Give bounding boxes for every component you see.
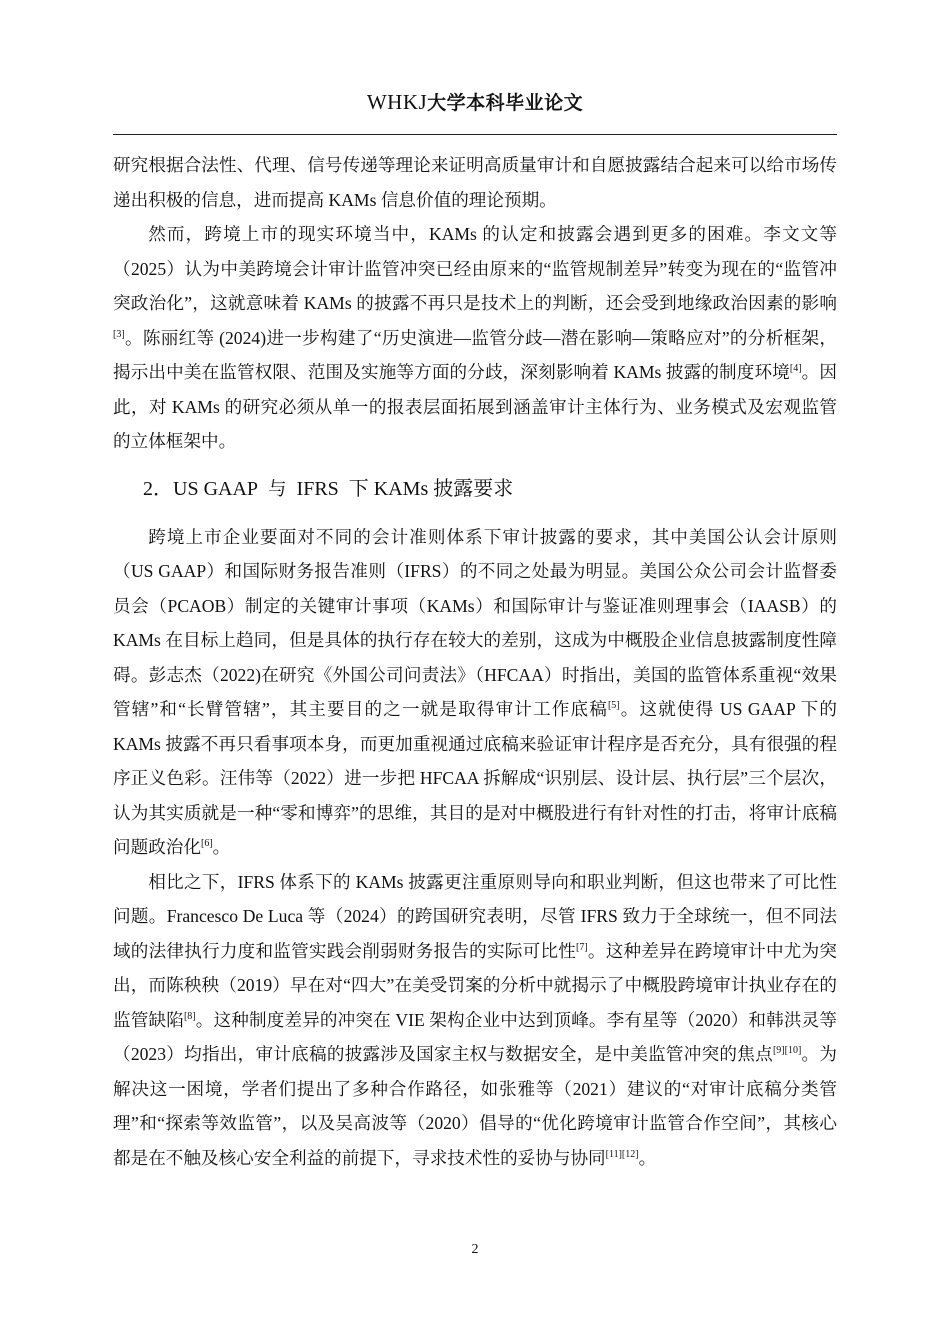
paragraph-text: 。为解决这一困境，学者们提出了多种合作路径，如张雅等（2021）建议的“对审计底稿分类管理”和“探索等效监管”，以及吴高波等（2020）倡导的“优化跨境审计监管合作空间”，其核心都是在不触及核心安全利益的前提下，寻求技术性的妥协与协同 [113, 1044, 837, 1168]
section-heading-middle: IFRS [296, 477, 339, 500]
paragraph-text: 。因此，对 KAMs 的研究必须从单一的报表层面拓展到涵盖审计主体行为、业务模式及宏观监管的立体框架中。 [113, 362, 837, 451]
citation-marker: [7] [576, 941, 588, 953]
header-title: 大学本科毕业论文 [427, 92, 584, 114]
page-number: 2 [471, 1242, 479, 1257]
body-text [113, 148, 837, 1175]
citation-marker: [3] [113, 328, 125, 340]
paragraph [113, 865, 837, 1176]
paragraph-text: 。陈丽红等 (2024)进一步构建了“历史演进—监管分歧—潜在影响—策略应对”的分析框架，揭示出中美在监管权限、范围及实施等方面的分歧，深刻影响着 KAMs 披露的制度环境 [113, 327, 837, 382]
header-prefix: WHKJ [366, 90, 428, 114]
paragraph-text: 。这种制度差异的冲突在 VIE 架构企业中达到顶峰。李有星等（2020）和韩洪灵等（2023）均指出，审计底稿的披露涉及国家主权与数据安全，是中美监管冲突的焦点 [113, 1009, 837, 1064]
paragraph [113, 217, 837, 459]
paragraph-text: 研究根据合法性、代理、信号传递等理论来证明高质量审计和自愿披露结合起来可以给市场传递出积极的信息，进而提高 KAMs 信息价值的理论预期。 [113, 155, 837, 210]
citation-marker: [9][10] [772, 1045, 802, 1056]
section-heading-suffix: 下 KAMs 披露要求 [348, 477, 514, 500]
paragraph-text: 。 [212, 837, 231, 857]
header-rule [113, 134, 837, 135]
section-heading [113, 459, 837, 520]
citation-marker: [6] [200, 838, 213, 849]
paragraph [113, 520, 837, 865]
paragraph [113, 148, 837, 217]
paragraph-text: 相比之下，IFRS 体系下的 KAMs 披露更注重原则导向和职业判断，但这也带来了可比性问题。Francesco De Luca 等（2024）的跨国研究表明，尽管 IFRS 致力于全球统一，但不同法域的法律执行力度和监管实践会削弱财务报告的实际可比性 [113, 871, 837, 961]
paragraph-text: 。这就使得 US GAAP 下的 KAMs 披露不再只看事项本身，而更加重视通过底稿来验证审计程序是否充分，具有很强的程序正义色彩。汪伟等（2022）进一步把 HFCAA 拆解成“识别层、设计层、执行层”三个层次，认为其实质就是一种“零和博弈”的思维，其目的是对中概股进行有针对性的打击，将审计底稿问题政治化 [113, 699, 838, 857]
paragraph-text: 。 [638, 1147, 657, 1168]
section-heading-prefix: 2．US GAAP [143, 477, 259, 500]
section-heading-connector: 与 [268, 478, 287, 500]
paragraph-text: 然而，跨境上市的现实环境当中，KAMs 的认定和披露会遇到更多的困难。李文文等（2025）认为中美跨境会计审计监管冲突已经由原来的“监管规制差异”转变为现在的“监管冲突政治化”，这就意味着 KAMs 的披露不再只是技术上的判断，还会受到地缘政治因素的影响 [113, 224, 837, 313]
citation-marker: [11][12] [605, 1148, 639, 1160]
paragraph-text: 。这种差异在跨境审计中尤为突出，而陈秧秧（2019）早在对“四大”在美受罚案的分析中就揭示了中概股跨境审计执业存在的监管缺陷 [113, 940, 837, 1030]
citation-marker: [8] [183, 1010, 196, 1022]
citation-marker: [4] [789, 363, 802, 374]
paragraph-text: 跨境上市企业要面对不同的会计准则体系下审计披露的要求，其中美国公认会计原则（US GAAP）和国际财务报告准则（IFRS）的不同之处最为明显。美国公众公司会计监督委员会（PCAOB）制定的关键审计事项（KAMs）和国际审计与鉴证准则理事会（IAASB）的 KAMs 在目标上趋同，但是具体的执行存在较大的差别，这成为中概股企业信息披露制度性障碍。彭志杰（2022)在研究《外国公司问责法》（HFCAA）时指出，美国的监管体系重视“效果管辖”和“长臂管辖”，其主要目的之一就是取得审计工作底稿 [113, 526, 837, 719]
citation-marker: [5] [607, 700, 620, 711]
running-header [115, 88, 835, 115]
